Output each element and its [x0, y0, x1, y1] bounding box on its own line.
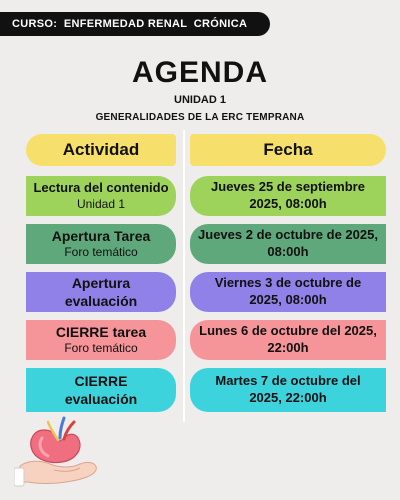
unit-label: UNIDAD 1: [174, 94, 226, 106]
date-row-1: [190, 176, 386, 216]
activity-row-5: [26, 368, 176, 412]
activity-date: Jueves 25 de septiembre 2025, 08:00h: [211, 179, 365, 211]
header-activity: [26, 134, 176, 166]
activity-subtitle: Foro temático: [64, 245, 138, 260]
activity-row-4: [26, 320, 176, 360]
activity-date: Jueves 2 de octubre de 2025, 08:00h: [198, 227, 378, 259]
activity-title: Lectura del contenido: [33, 179, 169, 195]
activity-title: CIERRE tarea: [55, 324, 147, 341]
activity-subtitle: Foro temático: [64, 341, 138, 356]
activity-title: CIERRE evaluación: [64, 372, 138, 407]
course-banner: CURSO: ENFERMEDAD RENAL CRÓNICA: [0, 12, 270, 36]
activity-row-1: [26, 176, 176, 216]
date-row-5: [190, 368, 386, 412]
activity-row-3: [26, 272, 176, 312]
page-title: AGENDA: [131, 56, 268, 89]
activity-title: Apertura Tarea: [51, 228, 151, 245]
column-divider: [183, 130, 185, 422]
activity-title: Apertura evaluación: [64, 274, 138, 309]
date-row-4: [190, 320, 386, 360]
kidney-in-hand-icon: [14, 408, 104, 495]
header-date-label: Fecha: [263, 139, 313, 159]
activity-row-2: [26, 224, 176, 264]
date-row-2: [190, 224, 386, 264]
header-activity-label: Actividad: [62, 139, 140, 159]
activity-date: Viernes 3 de octubre de 2025, 08:00h: [214, 275, 362, 307]
activity-date: Martes 7 de octubre del 2025, 22:00h: [215, 373, 361, 405]
date-row-3: [190, 272, 386, 312]
header-date: [190, 134, 386, 166]
activity-date: Lunes 6 de octubre del 2025, 22:00h: [199, 323, 377, 355]
page-subtitle: GENERALIDADES DE LA ERC TEMPRANA: [95, 112, 305, 123]
activity-subtitle: Unidad 1: [76, 196, 126, 211]
